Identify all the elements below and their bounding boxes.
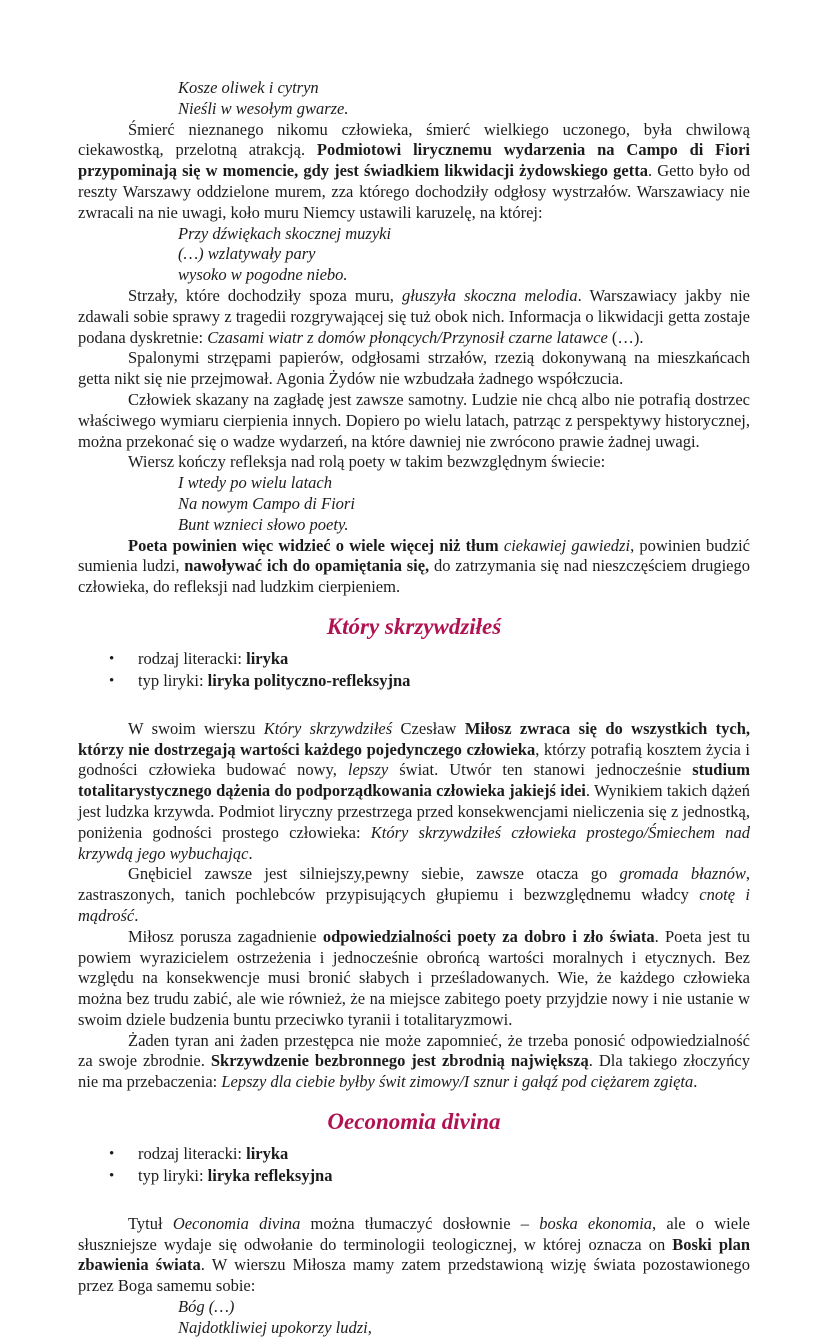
verse-line: (…) wzlatywały pary bbox=[178, 244, 316, 264]
paragraph bbox=[78, 1214, 750, 1297]
bullet-list bbox=[78, 1143, 750, 1188]
text-run: Człowiek skazany na zagładę jest zawsze samotny. Ludzie nie chcą albo nie potrafią dostrzec właściwego wymiaru cierpienia innych. Dopiero po wielu latach, patrząc z perspektywy historycznej, można przekonać się o wadze wydarzeń, na które dawniej nie zwrócono prawie żadnej uwagi. bbox=[78, 389, 750, 451]
text-run: liryka bbox=[246, 648, 289, 668]
document-content bbox=[78, 78, 750, 1339]
verse-line: Kosze oliwek i cytryn bbox=[178, 78, 319, 97]
section-heading: Oeconomia divina bbox=[327, 1109, 501, 1135]
text-run: . bbox=[134, 905, 139, 925]
paragraph bbox=[78, 719, 750, 865]
text-run: Poeta powinien więc widzieć o wiele więcej niż tłum bbox=[128, 535, 504, 555]
text-run: głuszyła skoczna melodia bbox=[401, 285, 578, 305]
paragraph bbox=[78, 120, 750, 224]
text-run: Tytuł bbox=[128, 1213, 173, 1233]
text-run: Który skrzywdziłeś bbox=[263, 718, 393, 738]
paragraph bbox=[78, 286, 750, 348]
text-run: ciekawiej gawiedzi bbox=[503, 535, 631, 555]
paragraph bbox=[78, 348, 750, 390]
text-run: Podmiotowi lirycznemu wydarzenia na Campo di Fiori przypominają się w momencie, gdy jest świadkiem likwidacji żydowskiego getta bbox=[78, 140, 750, 181]
text-run: można tłumaczyć dosłownie – bbox=[300, 1213, 540, 1233]
text-run: Oeconomia divina bbox=[172, 1213, 301, 1233]
paragraph bbox=[78, 390, 750, 452]
verse-quote bbox=[178, 78, 750, 120]
text-run: Miłosz porusza zagadnienie bbox=[128, 926, 323, 946]
verse-quote bbox=[178, 224, 750, 286]
paragraph bbox=[78, 452, 750, 473]
text-run: . Wynikiem takich dążeń jest ludzka krzywda. Podmiot liryczny przestrzega przed konsekwencjami nieliczenia się z jednostką, poniżenia godności prostego człowieka: bbox=[78, 781, 750, 842]
verse-quote bbox=[178, 473, 750, 535]
bullet-item bbox=[78, 1143, 750, 1165]
verse-line: Nieśli w wesołym gwarze. bbox=[178, 98, 349, 118]
verse-line: Przy dźwiękach skocznej muzyki bbox=[178, 223, 392, 243]
verse-line: wysoko w pogodne niebo. bbox=[178, 265, 348, 285]
text-run: boska ekonomia bbox=[539, 1213, 653, 1233]
text-run: liryka bbox=[246, 1144, 289, 1164]
text-run: Lepszy dla ciebie byłby świt zimowy/I sznur i gałąź pod ciężarem zgięta bbox=[221, 1072, 694, 1092]
text-run: lepszy bbox=[347, 760, 389, 780]
text-run: Wiersz kończy refleksja nad rolą poety w takim bezwzględnym świecie: bbox=[128, 452, 606, 472]
text-run: (…). bbox=[607, 327, 644, 347]
verse-line: Na nowym Campo di Fiori bbox=[178, 493, 355, 513]
text-run: Śmierć nieznanego nikomu człowieka, śmierć wielkiego uczonego, była chwilową ciekawostką, przelotną atrakcją. bbox=[78, 119, 750, 160]
section-heading: Który skrzywdziłeś bbox=[326, 613, 502, 639]
text-run: świat. Utwór ten stanowi jednocześnie bbox=[388, 760, 693, 780]
verse-quote bbox=[178, 1297, 750, 1339]
text-run: gromada błaznów bbox=[619, 864, 746, 884]
verse-line: Bóg (…) bbox=[178, 1297, 235, 1317]
text-run: Strzały, które dochodziły spoza muru, bbox=[128, 285, 402, 305]
text-run: Gnębiciel zawsze jest silniejszy,pewny siebie, zawsze otacza go bbox=[128, 864, 620, 884]
paragraph bbox=[78, 536, 750, 598]
text-run: . Getto było od reszty Warszawy oddzielone murem, zza którego dochodziły odgłosy wystrzałów. Warszawiacy nie zwracali na nie uwagi, koło muru Niemcy ustawili karuzelę, na której: bbox=[78, 161, 750, 222]
text-run: cnotę i mądrość bbox=[78, 885, 750, 925]
text-run: . Dla takiego złoczyńcy nie ma przebaczenia: bbox=[78, 1051, 750, 1092]
text-run: Spalonymi strzępami papierów, odgłosami strzałów, rzezią dokonywaną na mieszkańcach getta nikt się nie przejmował. Agonia Żydów nie wzbudzała żadnego współczucia. bbox=[78, 348, 750, 389]
text-run: Skrzywdzenie bezbronnego jest zbrodnią największą bbox=[210, 1051, 589, 1071]
text-run: . Poeta jest tu powiem wyrazicielem ostrzeżenia i jednocześnie obrońcą wartości moralnych i etycznych. Bez względu na konsekwencje musi bronić słabych i prześladowanych. Wie, że każdego człowieka można bez trudu zabić, ale wie również, że na miejsce zabitego poety przyjdzie nowy i nie ustanie w swoim dziele budzenia buntu przeciwko tyranii i totalitaryzmowi. bbox=[78, 926, 750, 1029]
text-run: liryka refleksyjna bbox=[207, 1166, 333, 1186]
text-run: Miłosz zwraca się do wszystkich tych, którzy nie dostrzegają wartości każdego pojedynczego człowieka bbox=[78, 718, 750, 759]
text-run: rodzaj literacki: bbox=[138, 1144, 247, 1164]
bullet-list bbox=[78, 648, 750, 693]
text-run: . Warszawiacy jakby nie zdawali sobie sprawy z tragedii rozgrywającej się tuż obok nich. Informacja o likwidacji getta zostaje podana dyskretnie: bbox=[78, 285, 750, 347]
verse-line: Najdotkliwiej upokorzy ludzi, bbox=[178, 1317, 372, 1337]
text-run: . bbox=[693, 1072, 698, 1092]
text-run: odpowiedzialności poety za dobro i zło świata bbox=[322, 926, 655, 946]
verse-line: I wtedy po wielu latach bbox=[178, 473, 332, 493]
text-run: . bbox=[248, 843, 253, 863]
text-run: do zatrzymania się nad nieszczęściem drugiego człowieka, do refleksji nad ludzkim cierpieniem. bbox=[78, 556, 750, 597]
text-run: Który skrzywdziłeś człowieka prostego/Śmiechem nad krzywdą jego wybuchając bbox=[78, 822, 750, 863]
text-run: W swoim wierszu bbox=[128, 718, 264, 738]
text-run: , powinien budzić sumienia ludzi, bbox=[78, 535, 750, 576]
paragraph bbox=[78, 927, 750, 1031]
text-run: , ale o wiele słuszniejsze wydaje się odwołanie do terminologii teologicznej, w której oznacza on bbox=[78, 1213, 750, 1254]
bullet-item bbox=[78, 1165, 750, 1187]
text-run: studium totalitarystycznego dążenia do podporządkowania człowieka jakiejś idei bbox=[78, 760, 750, 801]
text-run: Czesław bbox=[392, 718, 465, 738]
text-run: nawoływać ich do opamiętania się, bbox=[184, 556, 430, 576]
text-run: Boski plan zbawienia świata bbox=[78, 1234, 751, 1275]
text-run: Czasami wiatr z domów płonących/Przynosił czarne latawce bbox=[207, 327, 608, 347]
text-run: liryka polityczno-refleksyjna bbox=[207, 671, 411, 691]
verse-line: Bunt wznieci słowo poety. bbox=[178, 514, 349, 534]
text-run: Żaden tyran ani żaden przestępca nie może zapomnieć, że trzeba ponosić odpowiedzialność za swoje zbrodnie. bbox=[78, 1030, 750, 1071]
text-run: typ liryki: bbox=[138, 671, 208, 691]
text-run: , zastraszonych, tanich pochlebców przypisujących głupiemu i bezwzględnemu władcy bbox=[78, 864, 750, 905]
text-run: rodzaj literacki: bbox=[138, 648, 247, 668]
paragraph bbox=[78, 864, 750, 926]
text-run: , którzy potrafią kosztem życia i godności człowieka budować nowy, bbox=[78, 739, 750, 780]
paragraph bbox=[78, 1031, 750, 1093]
bullet-item bbox=[78, 670, 750, 692]
text-run: typ liryki: bbox=[138, 1166, 208, 1186]
text-run: . W wierszu Miłosza mamy zatem przedstawioną wizję świata pozostawionego przez Boga samemu sobie: bbox=[78, 1255, 751, 1296]
bullet-item bbox=[78, 648, 750, 670]
